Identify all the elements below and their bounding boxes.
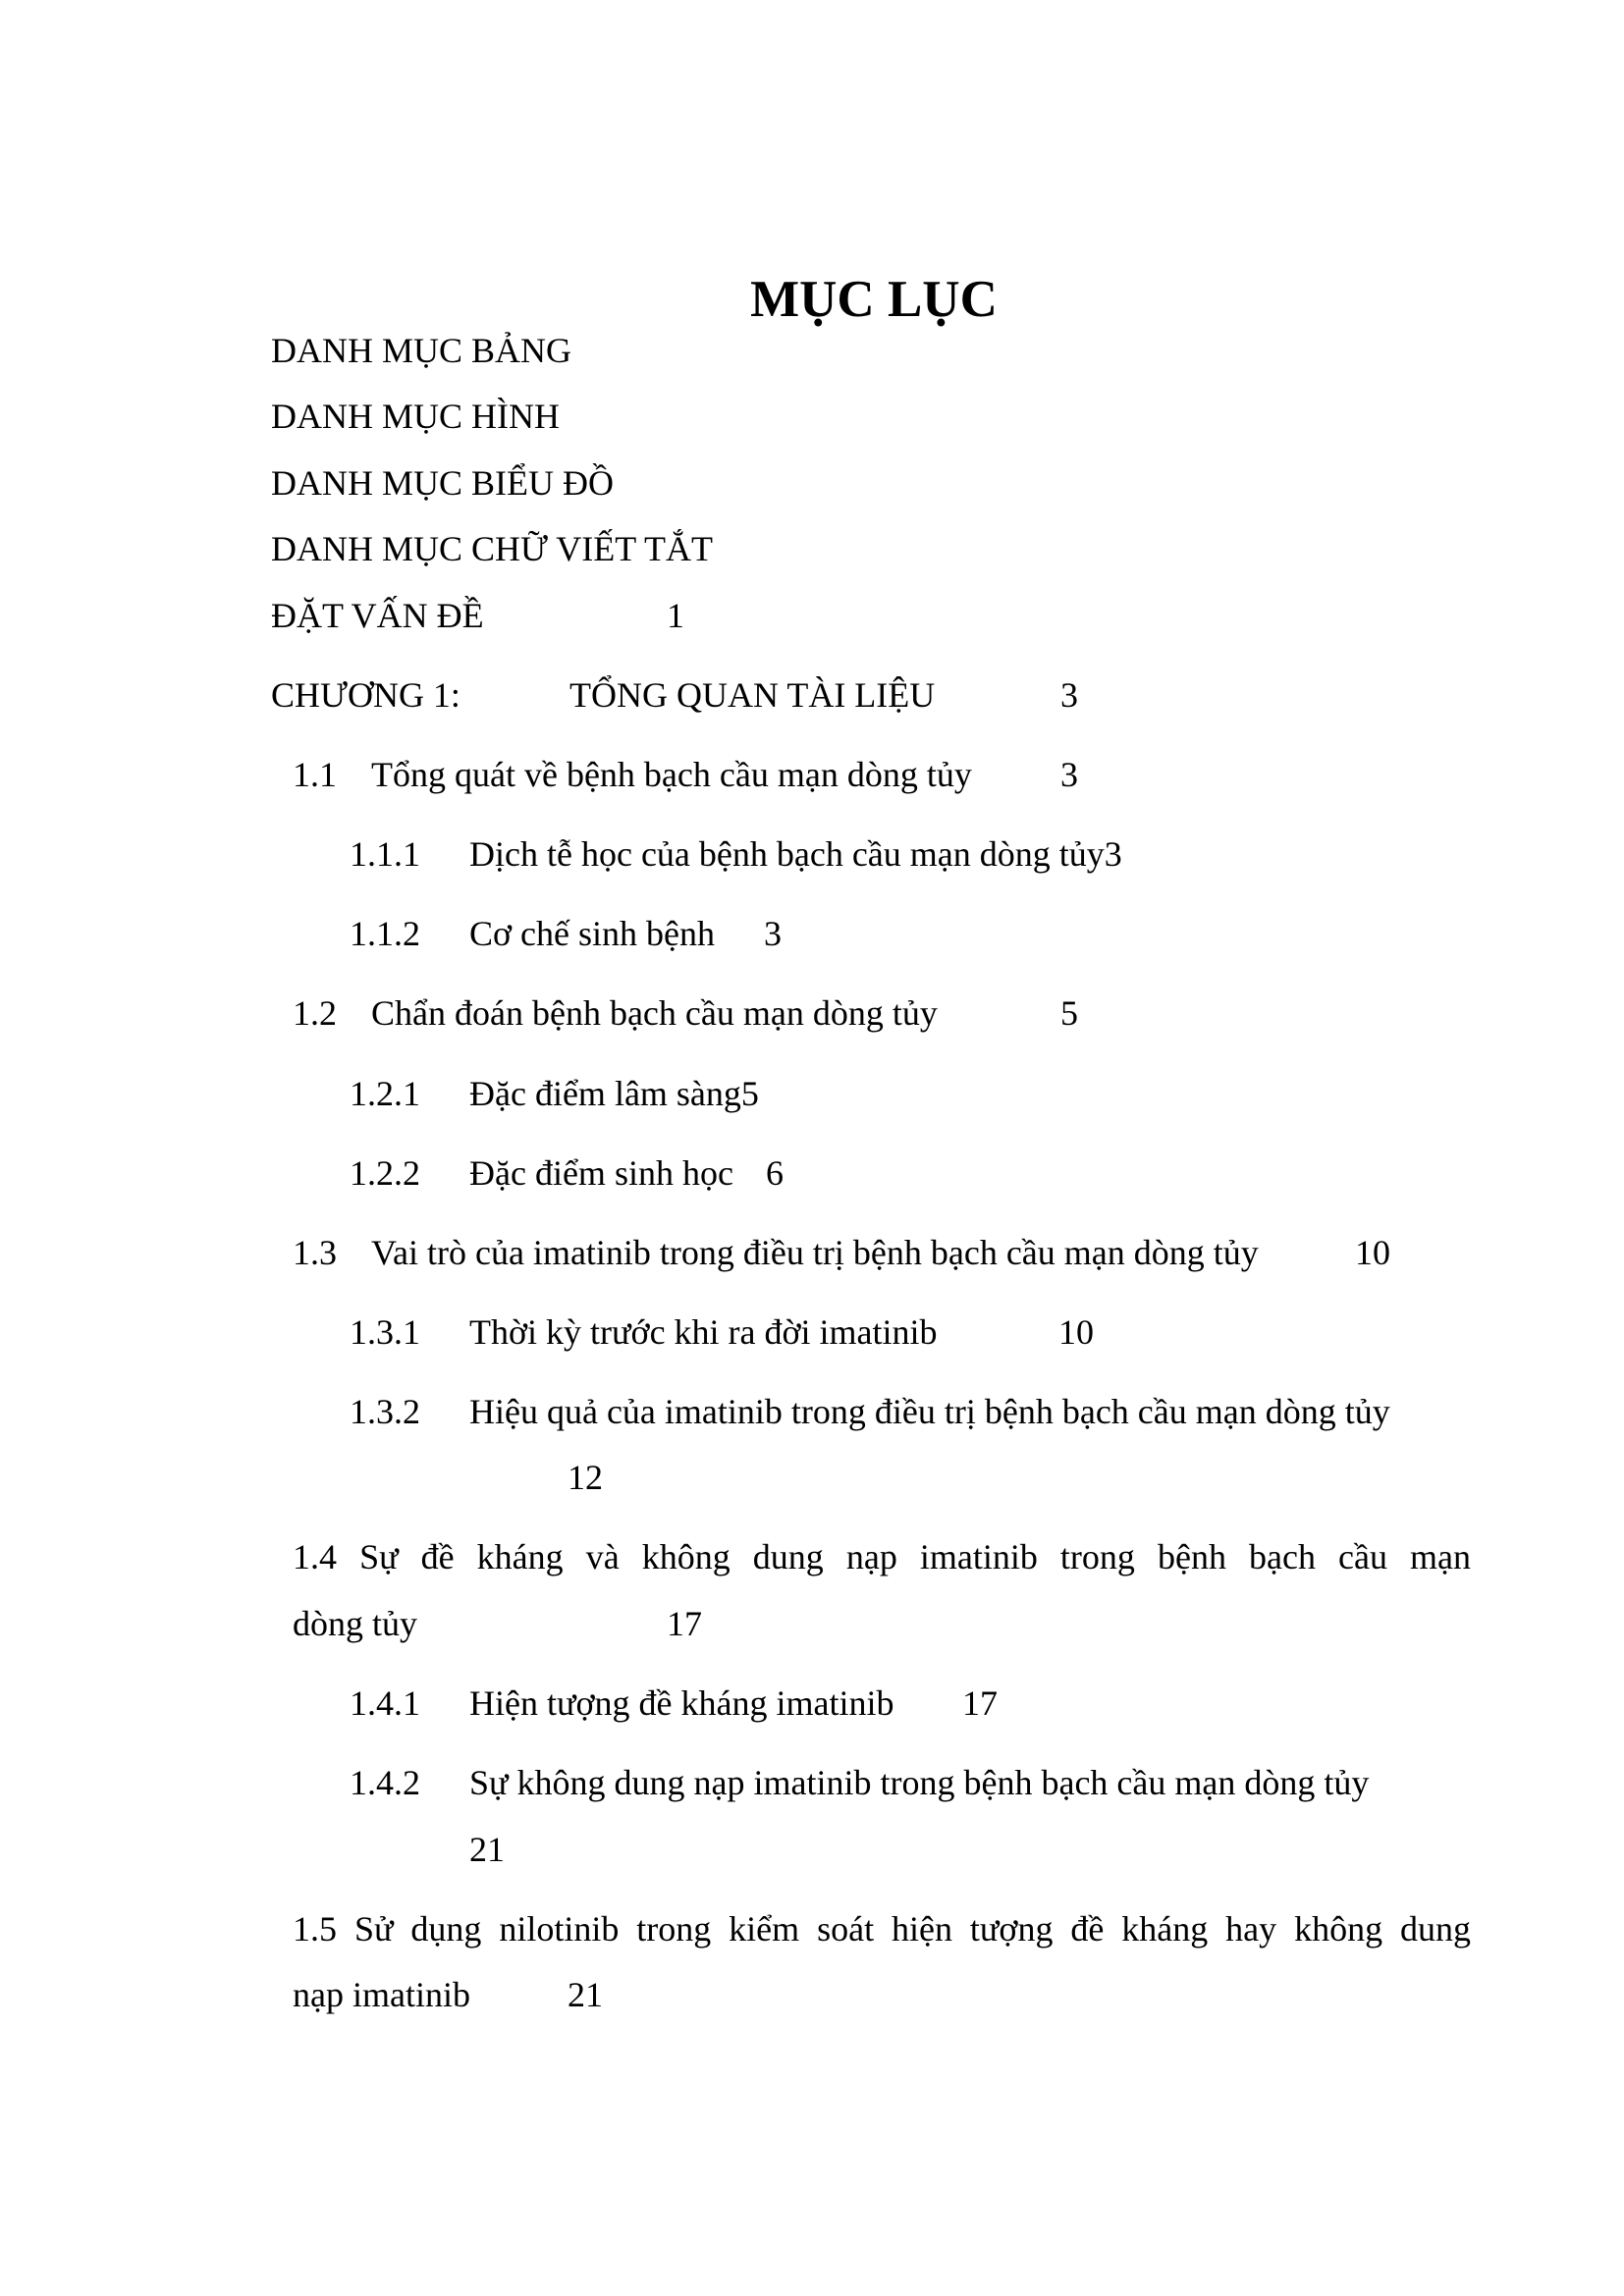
toc-entry-dat-van-de-label: ĐẶT VẤN ĐỀ bbox=[271, 596, 484, 635]
toc-subsection-page: 10 bbox=[1058, 1312, 1094, 1352]
toc-section-label: Chẩn đoán bệnh bạch cầu mạn dòng tủy bbox=[371, 993, 938, 1033]
toc-section-entry bbox=[293, 1535, 1471, 1578]
toc-subsection-label: Hiệu quả của imatinib trong điều trị bệnh bạch cầu mạn dòng tủy bbox=[469, 1392, 1390, 1431]
page-title: MỤC LỤC bbox=[750, 271, 998, 328]
toc-subsection-entry bbox=[469, 832, 1122, 876]
toc-section-number: 1.3 bbox=[293, 1233, 337, 1272]
toc-chapter-label: TỔNG QUAN TÀI LIỆU bbox=[569, 675, 936, 715]
toc-section-page: 17 bbox=[667, 1604, 702, 1643]
toc-subsection-label: Đặc điểm sinh học bbox=[469, 1153, 733, 1193]
toc-subsection-label: Cơ chế sinh bệnh bbox=[469, 914, 715, 953]
toc-subsection-page: 17 bbox=[962, 1683, 998, 1723]
toc-section-page: 5 bbox=[1060, 993, 1078, 1033]
toc-subsection-page: 3 bbox=[764, 914, 782, 953]
toc-section-number: 1.1 bbox=[293, 755, 337, 794]
toc-subsection-number: 1.3.1 bbox=[350, 1312, 420, 1352]
toc-subsection-label: Dịch tễ học của bệnh bạch cầu mạn dòng tủy bbox=[469, 834, 1105, 874]
toc-section-page: 10 bbox=[1355, 1233, 1390, 1272]
toc-section-label: Tổng quát về bệnh bạch cầu mạn dòng tủy bbox=[371, 755, 972, 794]
toc-subsection-number: 1.4.2 bbox=[350, 1763, 420, 1802]
toc-section-number: 1.2 bbox=[293, 993, 337, 1033]
toc-subsection-number: 1.1.2 bbox=[350, 914, 420, 953]
toc-subsection-number: 1.2.2 bbox=[350, 1153, 420, 1193]
toc-entry-danh-muc-chu-viet-tat: DANH MỤC CHỮ VIẾT TẮT bbox=[271, 529, 713, 568]
toc-section-label: Vai trò của imatinib trong điều trị bệnh bạch cầu mạn dòng tủy bbox=[371, 1233, 1259, 1272]
toc-subsection-number: 1.4.1 bbox=[350, 1683, 420, 1723]
toc-subsection-number: 1.2.1 bbox=[350, 1074, 420, 1113]
toc-chapter-page: 3 bbox=[1060, 675, 1078, 715]
toc-section-label: Sự đề kháng và không dung nạp imatinib trong bệnh bạch cầu mạn bbox=[359, 1537, 1471, 1576]
toc-subsection-page: 5 bbox=[740, 1074, 759, 1113]
toc-entry-danh-muc-bang: DANH MỤC BẢNG bbox=[271, 331, 572, 370]
toc-subsection-label: Sự không dung nạp imatinib trong bệnh bạch cầu mạn dòng tủy bbox=[469, 1763, 1370, 1802]
toc-entry-danh-muc-bieu-do: DANH MỤC BIỂU ĐỒ bbox=[271, 463, 614, 503]
toc-section-page: 3 bbox=[1060, 755, 1078, 794]
toc-subsection-label: Đặc điểm lâm sàng bbox=[469, 1074, 741, 1113]
toc-subsection-label: Hiện tượng đề kháng imatinib bbox=[469, 1683, 894, 1723]
toc-subsection-page: 3 bbox=[1104, 834, 1122, 874]
toc-subsection-entry bbox=[469, 1072, 759, 1115]
toc-section-label-cont: nạp imatinib bbox=[293, 1975, 470, 2014]
toc-section-label: Sử dụng nilotinib trong kiểm soát hiện tượng đề kháng hay không dung bbox=[353, 1909, 1472, 1949]
toc-entry-danh-muc-hinh: DANH MỤC HÌNH bbox=[271, 397, 560, 436]
toc-section-number: 1.5 bbox=[293, 1909, 337, 1949]
toc-chapter-number: CHƯƠNG 1: bbox=[271, 675, 460, 715]
toc-subsection-page: 12 bbox=[568, 1458, 603, 1497]
toc-section-page: 21 bbox=[568, 1975, 603, 2014]
toc-subsection-page: 21 bbox=[469, 1830, 505, 1869]
toc-section-label-cont: dòng tủy bbox=[293, 1604, 418, 1643]
toc-subsection-label: Thời kỳ trước khi ra đời imatinib bbox=[469, 1312, 938, 1352]
toc-subsection-number: 1.3.2 bbox=[350, 1392, 420, 1431]
toc-entry-dat-van-de-page: 1 bbox=[667, 596, 684, 635]
toc-subsection-number: 1.1.1 bbox=[350, 834, 420, 874]
toc-section-number: 1.4 bbox=[293, 1537, 337, 1576]
toc-section-entry bbox=[293, 1907, 1471, 1950]
toc-subsection-page: 6 bbox=[766, 1153, 784, 1193]
